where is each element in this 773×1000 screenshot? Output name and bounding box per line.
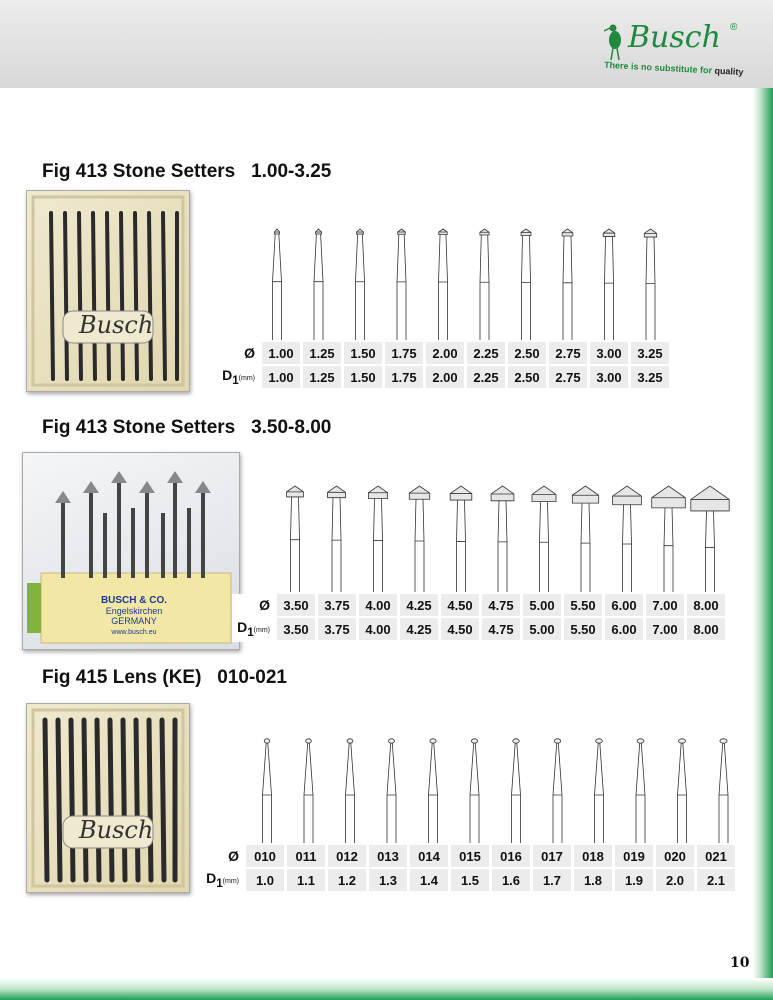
d1-cell: 1.6 xyxy=(492,869,530,893)
stork-icon xyxy=(604,22,626,62)
bur-head xyxy=(603,229,615,237)
d1-cell: 7.00 xyxy=(646,618,684,642)
size-cell: 4.50 xyxy=(441,594,479,618)
size-cell: 8.00 xyxy=(687,594,725,618)
bur-head xyxy=(679,739,686,743)
section-title-text: Fig 415 Lens (KE) xyxy=(42,667,202,688)
d1-cell: 1.3 xyxy=(369,869,407,893)
d1-cell: 1.25 xyxy=(303,366,341,390)
bur-head xyxy=(637,739,644,743)
bur-shank xyxy=(581,503,590,592)
bur-shank xyxy=(273,234,282,340)
bur-shank xyxy=(540,502,549,592)
bur-shank xyxy=(706,511,715,592)
size-cell: 2.00 xyxy=(426,342,464,366)
bur-head xyxy=(328,486,346,498)
bur-shank xyxy=(470,743,479,843)
bur-shank xyxy=(346,743,355,843)
diameter-row xyxy=(215,342,669,366)
d1-cell: 8.00 xyxy=(687,618,725,642)
size-cell: 2.25 xyxy=(467,342,505,366)
product-photo-1 xyxy=(26,190,190,392)
d1-cell: 1.7 xyxy=(533,869,571,893)
size-cell: 015 xyxy=(451,845,489,869)
size-cell: 1.00 xyxy=(262,342,300,366)
d1-cell: 1.0 xyxy=(246,869,284,893)
d1-cell: 1.8 xyxy=(574,869,612,893)
tagline xyxy=(604,60,764,78)
bur-tool-drawing xyxy=(263,739,272,843)
photo-logo-label: Busch xyxy=(79,816,154,844)
diameter-header: Ø xyxy=(215,342,259,366)
bur-drawings-1 xyxy=(258,225,678,340)
bur-shank xyxy=(332,498,341,592)
size-cell: 016 xyxy=(492,845,530,869)
logo-wordmark: Busch xyxy=(628,20,721,55)
d1-row xyxy=(232,618,725,642)
bur-tool-drawing xyxy=(572,486,598,592)
bur-head xyxy=(491,486,514,501)
bur-tool-drawing xyxy=(652,486,686,592)
bur-tool-drawing xyxy=(636,739,645,843)
bur-shank xyxy=(429,743,438,843)
d1-cell: 2.00 xyxy=(426,366,464,390)
bur-drawings-3 xyxy=(248,735,753,843)
size-cell: 3.00 xyxy=(590,342,628,366)
bur-shank xyxy=(512,743,521,843)
busch-logo xyxy=(604,18,764,88)
bur-tool-drawing xyxy=(532,486,556,592)
d1-cell: 1.75 xyxy=(385,366,423,390)
d1-cell: 4.00 xyxy=(359,618,397,642)
size-cell: 1.25 xyxy=(303,342,341,366)
bur-head xyxy=(691,486,729,511)
d1-cell: 1.2 xyxy=(328,869,366,893)
bur-tool-drawing xyxy=(562,229,573,340)
bur-head xyxy=(430,739,436,743)
bur-shank xyxy=(646,237,655,340)
size-cell: 021 xyxy=(697,845,735,869)
bur-shank xyxy=(356,234,365,340)
bur-shank xyxy=(457,500,466,592)
d1-cell: 1.00 xyxy=(262,366,300,390)
bur-tool-drawing xyxy=(273,229,282,340)
product-photo-2 xyxy=(22,452,240,650)
tagline-prefix: There is no substitute for xyxy=(603,59,713,76)
bur-tool-drawing xyxy=(644,229,656,340)
bur-shank xyxy=(498,501,507,592)
bur-shank xyxy=(387,743,396,843)
bur-tool-drawing xyxy=(368,486,387,592)
size-cell: 5.00 xyxy=(523,594,561,618)
size-cell: 020 xyxy=(656,845,694,869)
bur-tool-drawing xyxy=(512,739,521,843)
section-title-text: Fig 413 Stone Setters xyxy=(42,417,236,438)
d1-cell: 3.75 xyxy=(318,618,356,642)
bur-tool-drawing xyxy=(678,739,687,843)
d1-cell: 2.50 xyxy=(508,366,546,390)
registered-mark: ® xyxy=(730,22,738,33)
bur-head xyxy=(720,739,727,743)
size-cell: 2.50 xyxy=(508,342,546,366)
bur-shank xyxy=(374,498,383,592)
bur-shank xyxy=(563,236,572,340)
bur-shank xyxy=(291,497,300,592)
size-cell: 017 xyxy=(533,845,571,869)
section-title-1 xyxy=(42,161,331,183)
size-cell: 014 xyxy=(410,845,448,869)
diameter-header: Ø xyxy=(232,594,274,618)
d1-header: $D_1(mm)$ xyxy=(215,366,259,390)
d1-cell: 2.25 xyxy=(467,366,505,390)
d1-cell: 2.1 xyxy=(697,869,735,893)
bur-tool-drawing xyxy=(595,739,604,843)
d1-cell: 1.5 xyxy=(451,869,489,893)
size-table-3 xyxy=(198,845,738,893)
d1-cell: 6.00 xyxy=(605,618,643,642)
burs-in-box-image xyxy=(27,191,189,391)
bur-tool-drawing xyxy=(450,486,472,592)
bur-tool-drawing xyxy=(521,229,531,340)
d1-row xyxy=(215,366,669,390)
bur-tool-drawing xyxy=(356,229,365,340)
bur-head xyxy=(562,229,573,236)
page-number: 10 xyxy=(730,955,750,971)
size-cell: 3.50 xyxy=(277,594,315,618)
section-title-2 xyxy=(42,417,331,439)
bur-head xyxy=(596,739,603,743)
bur-tool-drawing xyxy=(553,739,562,843)
bur-shank xyxy=(522,236,531,341)
d1-cell: 1.50 xyxy=(344,366,382,390)
bur-tool-drawing xyxy=(480,229,489,340)
bur-head xyxy=(471,739,477,743)
size-cell: 013 xyxy=(369,845,407,869)
bur-tool-drawing xyxy=(429,739,438,843)
bur-head xyxy=(572,486,598,503)
section-range: 010-021 xyxy=(217,667,287,688)
bur-tool-drawing xyxy=(603,229,615,340)
size-cell: 4.75 xyxy=(482,594,520,618)
size-cell: 4.25 xyxy=(400,594,438,618)
bur-shank xyxy=(397,234,406,340)
bur-head xyxy=(480,229,489,235)
bur-head xyxy=(613,486,642,505)
bur-head xyxy=(274,229,279,234)
product-photo-3 xyxy=(26,703,190,893)
bur-tool-drawing xyxy=(719,739,728,843)
section-title-3 xyxy=(42,667,287,689)
size-cell: 7.00 xyxy=(646,594,684,618)
bur-shank xyxy=(605,237,614,340)
bur-shank xyxy=(439,235,448,340)
d1-cell: 4.25 xyxy=(400,618,438,642)
bur-head xyxy=(409,486,429,499)
bur-head xyxy=(316,229,322,234)
bur-shank xyxy=(636,743,645,843)
bur-shank xyxy=(664,508,673,592)
bur-tool-drawing xyxy=(397,229,406,340)
bur-head xyxy=(347,739,353,743)
bur-head xyxy=(357,229,364,234)
bur-shank xyxy=(595,743,604,843)
bur-tool-drawing xyxy=(470,739,479,843)
bur-shank xyxy=(304,743,313,843)
bur-tool-drawing xyxy=(691,486,729,592)
d1-cell: 1.4 xyxy=(410,869,448,893)
size-table-1 xyxy=(212,342,672,390)
size-table-2 xyxy=(229,594,728,642)
section-range: 1.00-3.25 xyxy=(251,161,332,182)
bur-head xyxy=(644,229,656,237)
bur-head xyxy=(389,739,395,743)
diameter-row xyxy=(201,845,735,869)
d1-row xyxy=(201,869,735,893)
bur-shank xyxy=(623,505,632,592)
size-cell: 011 xyxy=(287,845,325,869)
bur-shank xyxy=(415,499,424,592)
bur-head xyxy=(652,486,686,508)
diameter-row xyxy=(232,594,725,618)
photo-logo-label: Busch xyxy=(79,311,154,339)
tagline-suffix: quality xyxy=(714,65,744,78)
size-cell: 6.00 xyxy=(605,594,643,618)
size-cell: 012 xyxy=(328,845,366,869)
bur-tool-drawing xyxy=(304,739,313,843)
d1-cell: 3.50 xyxy=(277,618,315,642)
diameter-header: Ø xyxy=(201,845,243,869)
bur-tool-drawing xyxy=(409,486,429,592)
d1-cell: 4.75 xyxy=(482,618,520,642)
d1-cell: 5.00 xyxy=(523,618,561,642)
bur-tool-drawing xyxy=(613,486,642,592)
section-title-text: Fig 413 Stone Setters xyxy=(42,161,236,182)
bur-head xyxy=(439,229,447,235)
d1-cell: 2.75 xyxy=(549,366,587,390)
size-cell: 3.75 xyxy=(318,594,356,618)
size-cell: 019 xyxy=(615,845,653,869)
section-range: 3.50-8.00 xyxy=(251,417,332,438)
bottom-edge-band xyxy=(0,978,773,1000)
right-edge-band xyxy=(753,88,773,1000)
d1-cell: 3.25 xyxy=(631,366,669,390)
bur-tool-drawing xyxy=(346,739,355,843)
size-cell: 2.75 xyxy=(549,342,587,366)
bur-shank xyxy=(553,743,562,843)
bur-head xyxy=(264,739,270,743)
d1-cell: 5.50 xyxy=(564,618,602,642)
size-cell: 3.25 xyxy=(631,342,669,366)
bur-tool-drawing xyxy=(314,229,323,340)
bur-head xyxy=(521,229,531,236)
bur-head xyxy=(513,739,519,743)
d1-header: $D_1(mm)$ xyxy=(232,618,274,642)
bur-shank xyxy=(263,743,272,843)
size-cell: 018 xyxy=(574,845,612,869)
bur-tool-drawing xyxy=(439,229,448,340)
d1-cell: 1.1 xyxy=(287,869,325,893)
size-cell: 010 xyxy=(246,845,284,869)
bur-tool-drawing xyxy=(387,739,396,843)
bur-head xyxy=(532,486,556,502)
bur-shank xyxy=(480,235,489,340)
burs-in-box-image xyxy=(27,704,189,892)
bur-shank xyxy=(314,234,323,340)
bur-tool-drawing xyxy=(287,486,304,592)
bur-head xyxy=(368,486,387,498)
d1-cell: 4.50 xyxy=(441,618,479,642)
bur-head xyxy=(398,229,406,234)
size-cell: 5.50 xyxy=(564,594,602,618)
d1-cell: 1.9 xyxy=(615,869,653,893)
d1-cell: 3.00 xyxy=(590,366,628,390)
bur-head xyxy=(306,739,312,743)
bur-drawings-2 xyxy=(270,482,755,592)
bur-head xyxy=(554,739,561,743)
bur-tool-drawing xyxy=(328,486,346,592)
d1-header: $D_1(mm)$ xyxy=(201,869,243,893)
bur-shank xyxy=(719,743,728,843)
bur-head xyxy=(287,486,304,497)
d1-cell: 2.0 xyxy=(656,869,694,893)
bur-tool-drawing xyxy=(491,486,514,592)
bur-head xyxy=(450,486,472,500)
size-cell: 1.50 xyxy=(344,342,382,366)
bur-shank xyxy=(678,743,687,843)
photo-label: BUSCH & CO. Engelskirchen GERMANY www.busch.eu xyxy=(100,595,168,636)
size-cell: 1.75 xyxy=(385,342,423,366)
size-cell: 4.00 xyxy=(359,594,397,618)
